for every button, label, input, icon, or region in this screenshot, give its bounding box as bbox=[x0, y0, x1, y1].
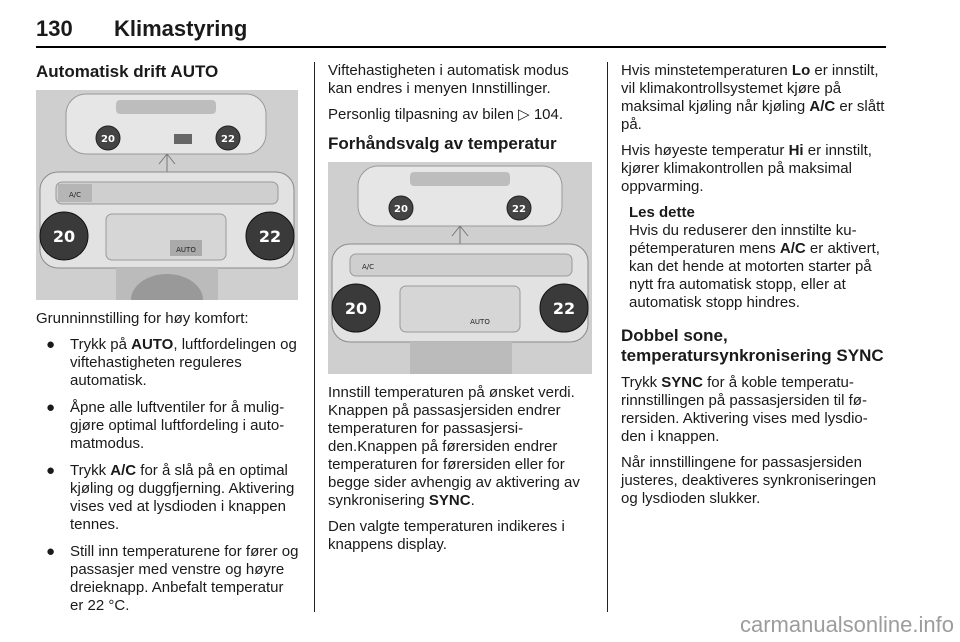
list-item: ● Still inn temperaturene for fører og passasjer med venstre og høyre dreieknapp. Anbefalt temperatur er 22 °C. bbox=[46, 543, 299, 614]
list-item: ● Åpne alle luftventiler for å muliggjøre optimal luftfordeling i automatmodus. bbox=[46, 399, 285, 452]
page-ref-arrow-icon: ▷ bbox=[518, 106, 530, 123]
desync-text: Når innstillingene for passasjersiden justeres, deaktiveres synkroniseringen og lysdioden slukker. bbox=[621, 454, 877, 507]
personalization-ref: Personlig tilpasning av bilen ▷ 104. bbox=[328, 106, 564, 123]
section-heading-preset: Forhåndsvalg av temperatur bbox=[328, 134, 557, 153]
column-3 bbox=[621, 62, 887, 516]
driver-knob-value: 20 bbox=[52, 227, 76, 246]
lo-text: Hvis minstetemperaturen Lo er innstilt, vil klimakontrollsystemet kjøre på maksimal kjøling når kjøling A/C er slått på. bbox=[621, 62, 885, 133]
sync-text: Trykk SYNC for å koble temperaturinnstillingen på passasjersiden til førersiden. Aktivering vises med lysdioden i knappen. bbox=[621, 374, 868, 445]
fig2-top-right-value: 22 bbox=[512, 204, 526, 215]
watermark: carmanualsonline.info bbox=[739, 612, 954, 637]
climate-panel-figure-2 bbox=[328, 162, 592, 374]
page-header bbox=[36, 6, 886, 48]
chapter-title: Klimastyring bbox=[114, 16, 248, 41]
list-item: ● Trykk på AUTO, luftfordelingen og viftehastigheten reguleres automatisk. bbox=[46, 336, 297, 389]
fig2-ac-label: A/C bbox=[361, 263, 375, 271]
preset-description: Innstill temperaturen på ønsket verdi. Knappen på passasjersiden endrer temperaturen for passasjersiden.Knappen på førersiden endrer temperaturen for førersiden eller for begge sider avhengig av aktivering av synkronisering SYNC. bbox=[328, 384, 580, 509]
column-1 bbox=[36, 62, 300, 624]
hi-text: Hvis høyeste temperatur Hi er innstilt, kjører klimakontrollen på maksimal oppvarming. bbox=[621, 142, 872, 195]
column-2 bbox=[328, 62, 593, 562]
fig1-auto-label: AUTO bbox=[176, 246, 196, 254]
display-text: Den valgte temperaturen indikeres i knappens display. bbox=[328, 518, 565, 553]
bullet-list bbox=[36, 336, 300, 615]
fig2-top-left-value: 20 bbox=[394, 204, 408, 215]
note-title: Les dette bbox=[629, 204, 695, 221]
intro-text: Grunninnstilling for høy komfort: bbox=[36, 310, 249, 327]
fig2-auto-label: AUTO bbox=[470, 318, 490, 326]
top-right-knob-value: 22 bbox=[221, 134, 235, 145]
fig1-ac-label: A/C bbox=[68, 191, 82, 199]
top-left-knob-value: 20 bbox=[101, 134, 115, 145]
section-heading-auto: Automatisk drift AUTO bbox=[36, 62, 219, 81]
section-heading-sync: Dobbel sone, temperatursynkronisering SYNC bbox=[621, 326, 884, 365]
fan-speed-text: Viftehastigheten i automatisk modus kan endres i menyen Innstillinger. bbox=[328, 62, 569, 97]
note-box: Les dette Hvis du reduserer den innstilte kupétemperaturen mens A/C er aktivert, kan det hende at motorten starter på nytt fra automatisk stopp, eller at automatisk stopp hindres. bbox=[629, 204, 880, 311]
column-divider-2 bbox=[607, 62, 608, 612]
climate-panel-figure-1 bbox=[36, 90, 298, 300]
fig2-passenger-knob: 22 bbox=[552, 299, 576, 318]
passenger-knob-value: 22 bbox=[258, 227, 282, 246]
list-item: ● Trykk A/C for å slå på en optimal kjøling og duggfjerning. Aktivering vises ved at lysdioden i knappen tennes. bbox=[46, 462, 295, 533]
page-number: 130 bbox=[36, 16, 73, 41]
fig2-driver-knob: 20 bbox=[344, 299, 368, 318]
column-divider-1 bbox=[314, 62, 315, 612]
